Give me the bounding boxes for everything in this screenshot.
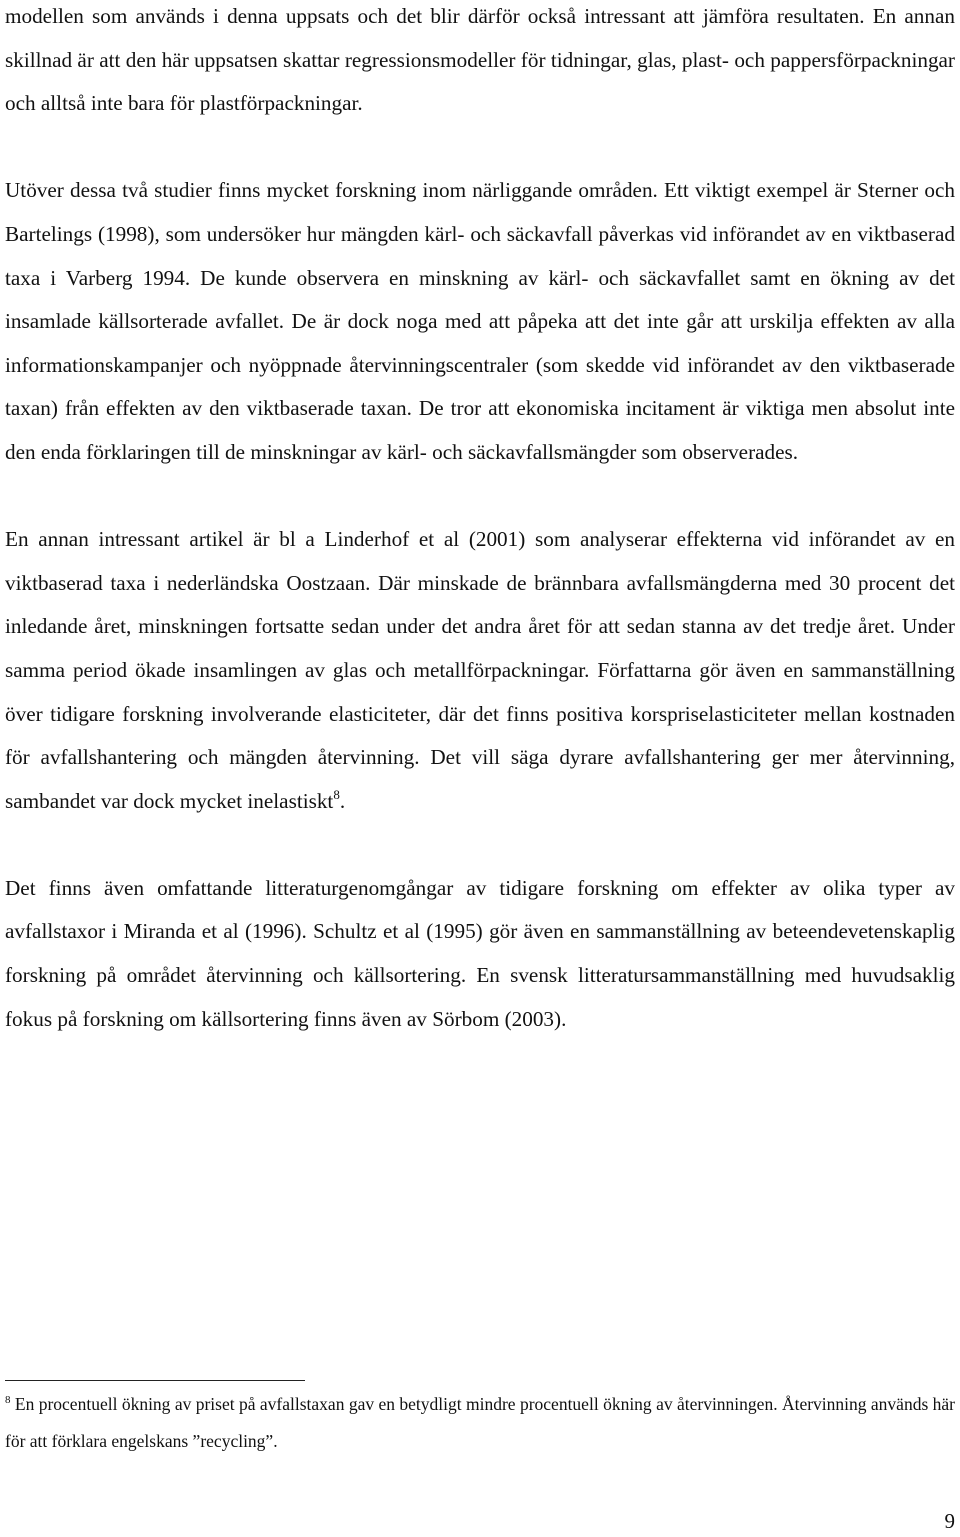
footnote-separator: [5, 1380, 305, 1381]
paragraph-2-text: Utöver dessa två studier finns mycket forskning inom närliggande områden. Ett viktigt exempel är Sterner och Bartelings (1998), som undersöker hur mängden kärl- och säckavfall påverkas vid införandet av en viktbaserad taxa i Varberg 1994. De kunde observera en minskning av kärl- och säckavfallet samt en ökning av det insamlade källsorterade avfallet. De är dock noga med att påpeka att det inte går att urskilja effekten av alla informationskampanjer och nyöppnade återvinningscentraler (som skedde vid införandet av den viktbaserade taxan) från effekten av den viktbaserade taxan. De tror att ekonomiska incitament är viktiga men absolut inte den enda förklaringen till de minskningar av kärl- och säckavfallsmängder som observerades.: [5, 178, 955, 464]
paragraph-1: [5, 0, 955, 126]
paragraph-3-text: En annan intressant artikel är bl a Linderhof et al (2001) som analyserar effekterna vid införandet av en viktbaserad taxa i nederländska Oostzaan. Där minskade de brännbara avfallsmängderna med 30 procent det inledande året, minskningen fortsatte sedan under det andra året för att sedan stanna av det tredje året. Under samma period ökade insamlingen av glas och metallförpackningar. Författarna gör även en sammanställning över tidigare forskning involverande elasticiteter, där det finns positiva korspriselasticiteter mellan kostnaden för avfallshantering och mängden återvinning. Det vill säga dyrare avfallshantering ger mer återvinning, sambandet var dock mycket inelastiskt: [5, 527, 955, 813]
paragraph-4-text: Det finns även omfattande litteraturgenomgångar av tidigare forskning om effekter av olika typer av avfallstaxor i Miranda et al (1996). Schultz et al (1995) gör även en sammanställning av beteendevetenskaplig forskning på området återvinning och källsortering. En svensk litteratursammanställning med huvudsaklig fokus på forskning om källsortering finns även av Sörbom (2003).: [5, 875, 955, 1031]
paragraph-3: [5, 518, 955, 823]
paragraph-3-end: .: [339, 788, 346, 813]
document-body: [5, 0, 955, 1041]
paragraph-1-text: modellen som används i denna uppsats och det blir därför också intressant att jämföra resultaten. En annan skillnad är att den här uppsatsen skattar regressionsmodeller för tidningar, glas, plast- och pappersförpackningar och alltså inte bara för plastförpackningar.: [5, 4, 955, 116]
footnote-number: 8: [5, 1394, 11, 1406]
paragraph-4: [5, 867, 955, 1041]
footnote: [5, 1386, 955, 1460]
paragraph-2: [5, 169, 955, 474]
page-number: 9: [944, 1509, 955, 1533]
footnote-reference[interactable]: 8: [333, 786, 340, 802]
footnote-text: En procentuell ökning av priset på avfallstaxan gav en betydligt mindre procentuell ökning av återvinningen. Återvinning används här för att förklara engelskans ”recycling”.: [5, 1394, 955, 1451]
